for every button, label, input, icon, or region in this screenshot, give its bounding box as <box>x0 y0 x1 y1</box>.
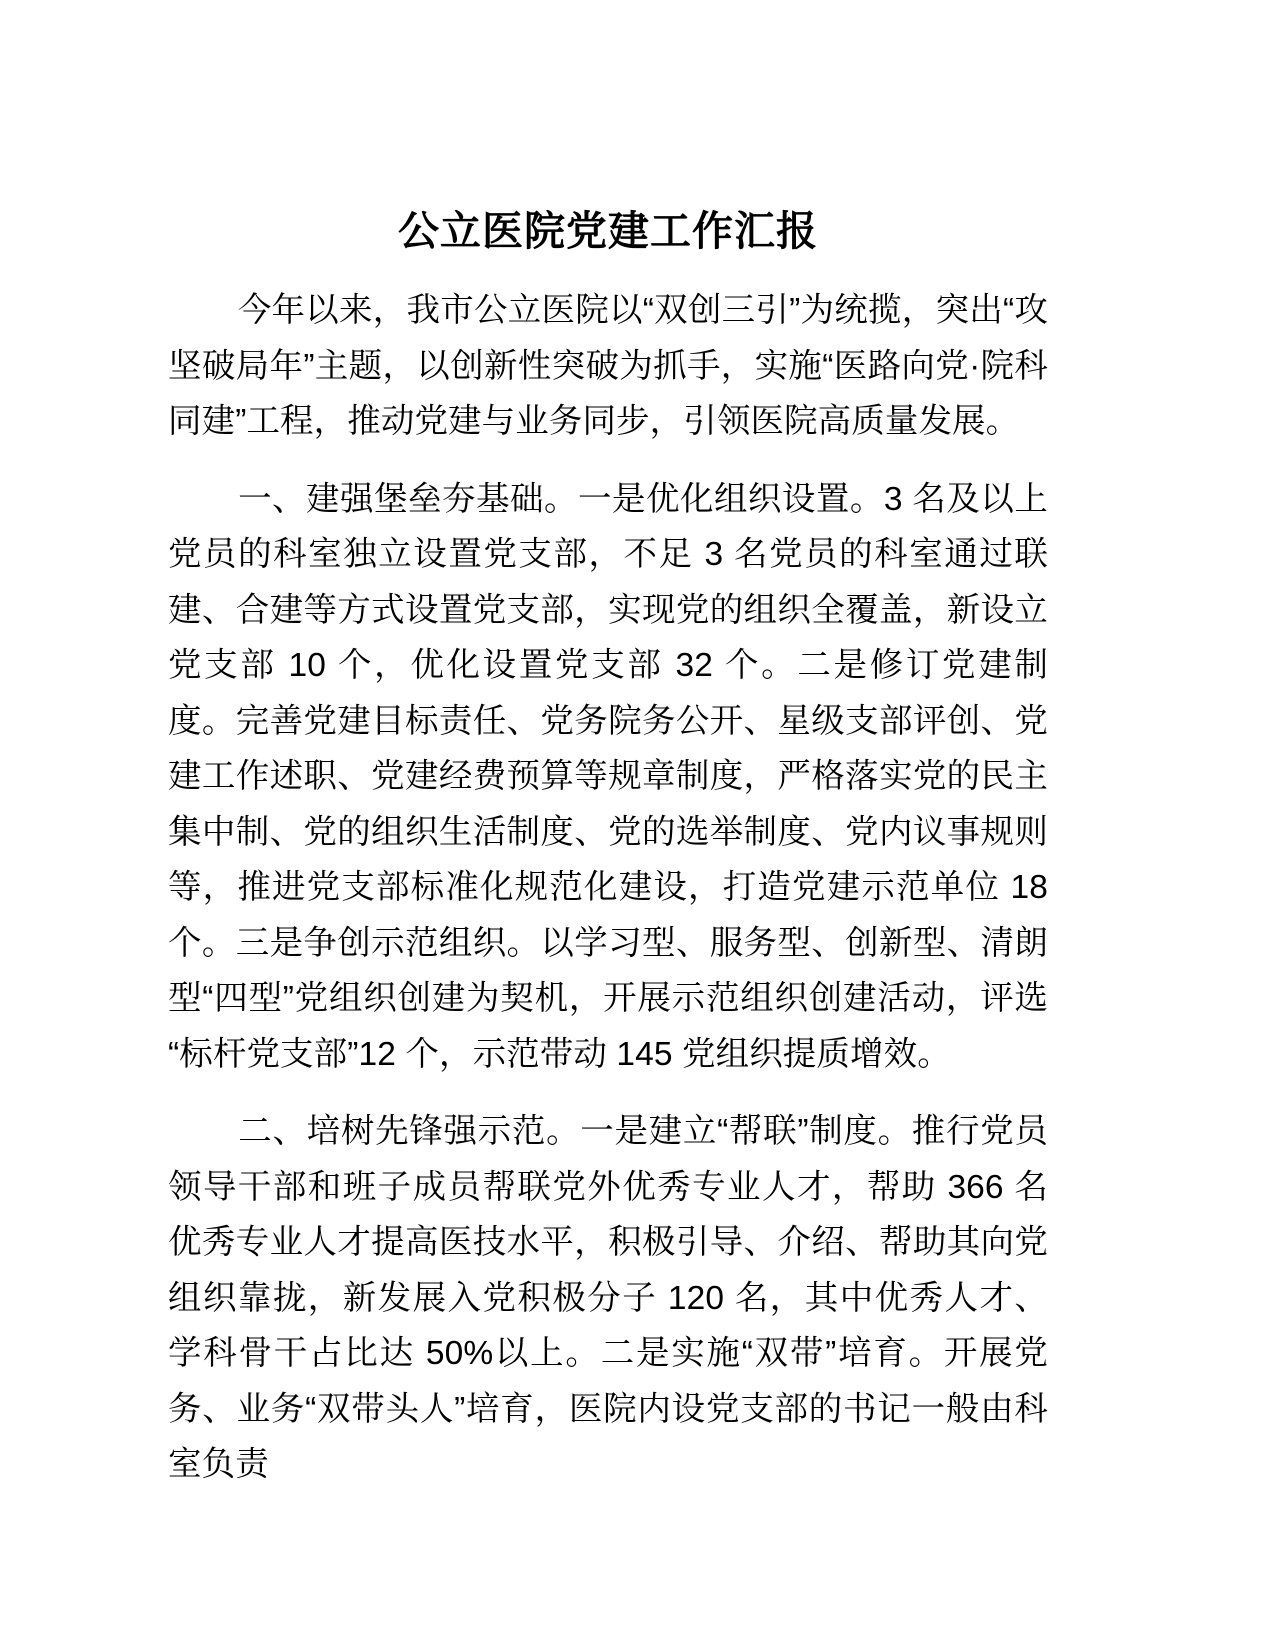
paragraph-intro <box>168 283 1048 450</box>
page-title: 公立医院党建工作汇报 <box>398 208 818 254</box>
paragraph-text: 一、建强堡垒夯基础。一是优化组织设置。3 名及以上党员的科室独立设置党支部，不足 3 名党员的科室通过联建、合建等方式设置党支部，实现党的组织全覆盖，新设立党支部 10 个，优化设置党支部 32 个。二是修订党建制度。完善党建目标责任、党务院务公开、星级支部评创、党建工作述职、党建经费预算等规章制度，严格落实党的民主集中制、党的组织生活制度、党的选举制度、党内议事规则等，推进党支部标准化规范化建设，打造党建示范单位 18 个。三是争创示范组织。以学习型、服务型、创新型、清朗型“四型”党组织创建为契机，开展示范组织创建活动，评选“标杆党支部”12 个，示范带动 145 党组织提质增效。 <box>168 480 1048 1073</box>
paragraph-section-one <box>168 472 1048 1083</box>
paragraph-text: 二、培树先锋强示范。一是建立“帮联”制度。推行党员领导干部和班子成员帮联党外优秀专业人才，帮助 366 名优秀专业人才提高医技水平，积极引导、介绍、帮助其向党组织靠拢，新发展入党积极分子 120 名，其中优秀人才、学科骨干占比达 50%以上。二是实施“双带”培育。开展党务、业务“双带头人”培育，医院内设党支部的书记一般由科室负责 <box>168 1113 1048 1484</box>
document-body <box>168 0 1048 1493</box>
paragraph-section-two <box>168 1104 1048 1493</box>
paragraph-text: 今年以来，我市公立医院以“双创三引”为统揽，突出“攻坚破局年”主题，以创新性突破为抓手，实施“医路向党·院科同建”工程，推动党建与业务同步，引领医院高质量发展。 <box>168 292 1048 441</box>
